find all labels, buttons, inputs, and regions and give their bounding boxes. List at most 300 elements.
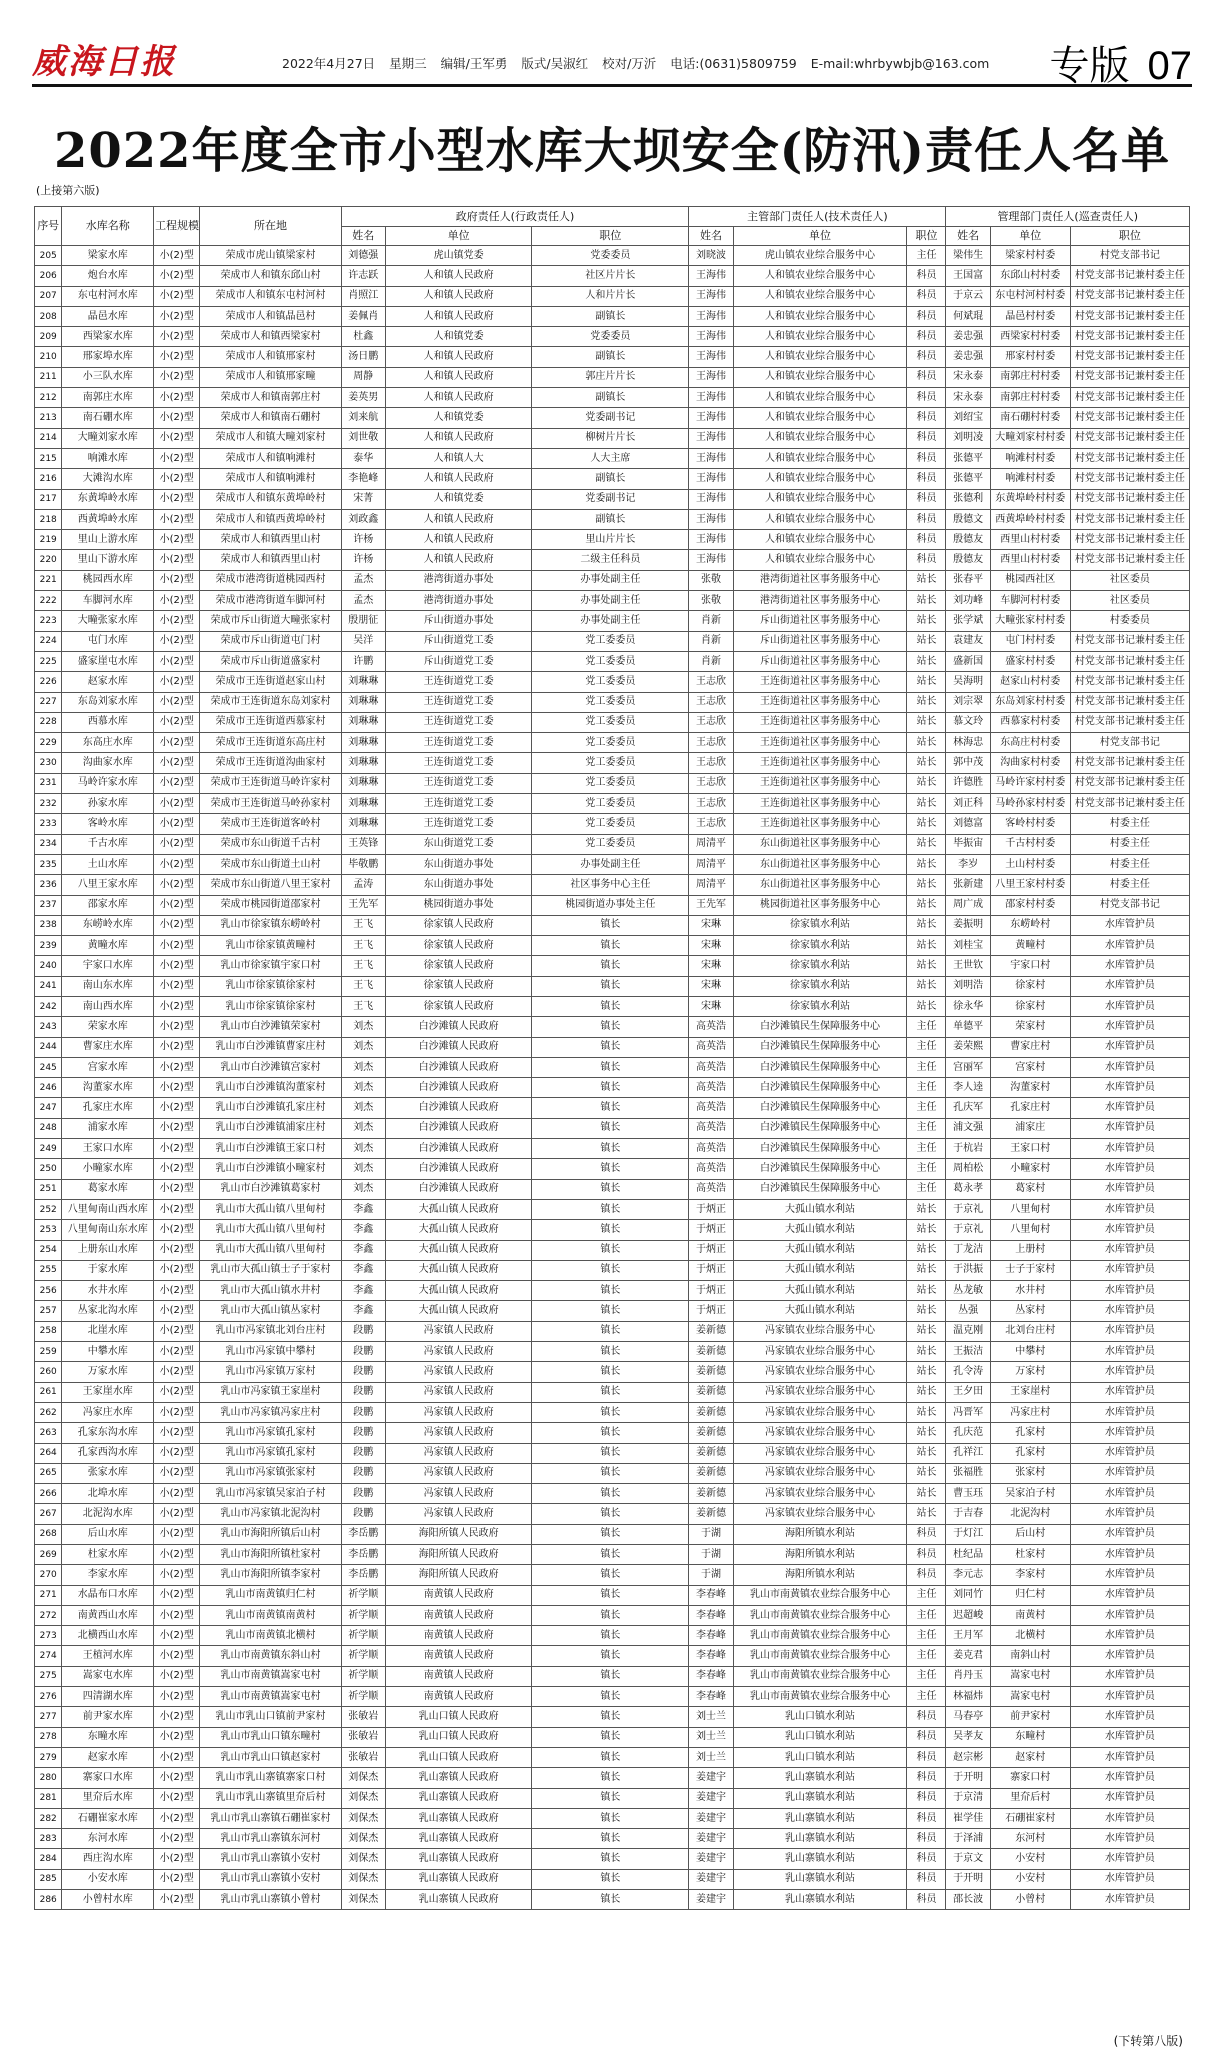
dept-person-cell: 宋琳 (689, 956, 733, 976)
scale-cell: 小(2)型 (154, 712, 200, 732)
gov-unit-cell: 乳山寨镇人民政府 (385, 1808, 531, 1828)
dept-person-cell: 姜新德 (689, 1443, 733, 1463)
mgmt-post-cell: 水库管护员 (1070, 1301, 1189, 1321)
gov-person-cell: 刘琳琳 (341, 712, 385, 732)
dept-unit-cell: 人和镇农业综合服务中心 (733, 428, 907, 448)
mgmt-person-cell: 王月军 (946, 1626, 990, 1646)
mgmt-unit-cell: 南郭庄村村委 (990, 388, 1070, 408)
scale-cell: 小(2)型 (154, 976, 200, 996)
dept-post-cell: 科员 (907, 388, 946, 408)
table-row (35, 1362, 1190, 1382)
seq-cell: 243 (35, 1017, 62, 1037)
mgmt-post-cell: 村党支部书记兼村委主任 (1070, 794, 1189, 814)
reservoir-name-cell: 宫家水库 (62, 1057, 154, 1077)
mgmt-post-cell: 村党支部书记 (1070, 246, 1189, 266)
location-cell: 乳山市乳山寨镇石硼崔家村 (200, 1808, 341, 1828)
mgmt-person-cell: 肖丹玉 (946, 1666, 990, 1686)
dept-post-cell: 科员 (907, 1829, 946, 1849)
mgmt-unit-cell: 屯门村村委 (990, 631, 1070, 651)
table-row (35, 956, 1190, 976)
gov-unit-cell: 白沙滩镇人民政府 (385, 1037, 531, 1057)
reservoir-name-cell: 东屯村河水库 (62, 286, 154, 306)
gov-person-cell: 李鑫 (341, 1220, 385, 1240)
gov-post-cell: 党委副书记 (532, 489, 689, 509)
mgmt-person-cell: 葛永孝 (946, 1179, 990, 1199)
dept-person-cell: 李春峰 (689, 1605, 733, 1625)
location-cell: 荣成市人和镇东邱山村 (200, 266, 341, 286)
table-row (35, 509, 1190, 529)
gov-post-cell: 郭庄片片长 (532, 367, 689, 387)
dept-person-cell: 李春峰 (689, 1666, 733, 1686)
mgmt-post-cell: 水库管护员 (1070, 1849, 1189, 1869)
dept-person-cell: 宋琳 (689, 996, 733, 1016)
seq-cell: 286 (35, 1890, 62, 1910)
dept-person-cell: 王志欣 (689, 672, 733, 692)
mgmt-post-cell: 水库管护员 (1070, 1118, 1189, 1138)
dept-person-cell: 姜建宇 (689, 1829, 733, 1849)
table-row (35, 1687, 1190, 1707)
scale-cell: 小(2)型 (154, 1788, 200, 1808)
scale-cell: 小(2)型 (154, 347, 200, 367)
location-cell: 乳山市冯家镇吴家泊子村 (200, 1484, 341, 1504)
location-cell: 荣成市人和镇邢家村 (200, 347, 341, 367)
reservoir-name-cell: 桃园西水库 (62, 570, 154, 590)
gov-unit-cell: 冯家镇人民政府 (385, 1484, 531, 1504)
dept-unit-cell: 王连街道社区事务服务中心 (733, 814, 907, 834)
reservoir-name-cell: 后山水库 (62, 1524, 154, 1544)
gov-unit-cell: 南黄镇人民政府 (385, 1605, 531, 1625)
gov-post-cell: 镇长 (532, 1321, 689, 1341)
dept-person-cell: 姜建宇 (689, 1788, 733, 1808)
mgmt-post-cell: 村党支部书记兼村委主任 (1070, 306, 1189, 326)
gov-unit-cell: 大孤山镇人民政府 (385, 1240, 531, 1260)
location-cell: 乳山市徐家镇黄疃村 (200, 936, 341, 956)
scale-cell: 小(2)型 (154, 1017, 200, 1037)
phone-info: 电话:(0631)5809759 (670, 56, 797, 71)
gov-post-cell: 镇长 (532, 1179, 689, 1199)
mgmt-post-cell: 村党支部书记 (1070, 895, 1189, 915)
mgmt-post-cell: 水库管护员 (1070, 1199, 1189, 1219)
dept-unit-cell: 冯家镇农业综合服务中心 (733, 1342, 907, 1362)
scale-cell: 小(2)型 (154, 1382, 200, 1402)
gov-person-cell: 刘政鑫 (341, 509, 385, 529)
gov-person-cell: 李鑫 (341, 1281, 385, 1301)
gov-post-cell: 镇长 (532, 996, 689, 1016)
reservoir-name-cell: 北泥沟水库 (62, 1504, 154, 1524)
scale-cell: 小(2)型 (154, 651, 200, 671)
gov-person-cell: 刘杰 (341, 1078, 385, 1098)
gov-unit-cell: 人和镇人民政府 (385, 266, 531, 286)
dept-unit-cell: 海阳所镇水利站 (733, 1524, 907, 1544)
location-cell: 荣成市人和镇响滩村 (200, 448, 341, 468)
location-cell: 荣成市人和镇西黄埠岭村 (200, 509, 341, 529)
gov-unit-cell: 王连街道党工委 (385, 733, 531, 753)
dept-unit-cell: 冯家镇农业综合服务中心 (733, 1443, 907, 1463)
reservoir-name-cell: 东岛刘家水库 (62, 692, 154, 712)
seq-cell: 248 (35, 1118, 62, 1138)
scale-cell: 小(2)型 (154, 794, 200, 814)
dept-person-cell: 姜新德 (689, 1463, 733, 1483)
dept-unit-cell: 白沙滩镇民生保障服务中心 (733, 1037, 907, 1057)
dept-unit-cell: 大孤山镇水利站 (733, 1220, 907, 1240)
mgmt-unit-cell: 八里甸村 (990, 1220, 1070, 1240)
table-row (35, 367, 1190, 387)
mgmt-unit-cell: 响滩村村委 (990, 469, 1070, 489)
gov-unit-cell: 白沙滩镇人民政府 (385, 1078, 531, 1098)
reservoir-name-cell: 马岭许家水库 (62, 773, 154, 793)
mgmt-unit-cell: 南郭庄村村委 (990, 367, 1070, 387)
mgmt-person-cell: 马春亭 (946, 1707, 990, 1727)
dept-unit-cell: 人和镇农业综合服务中心 (733, 489, 907, 509)
dept-person-cell: 姜建宇 (689, 1849, 733, 1869)
reservoir-name-cell: 南黄西山水库 (62, 1605, 154, 1625)
mgmt-unit-cell: 东河村 (990, 1829, 1070, 1849)
dept-unit-cell: 大孤山镇水利站 (733, 1301, 907, 1321)
gov-person-cell: 刘保杰 (341, 1869, 385, 1889)
dept-person-cell: 周清平 (689, 875, 733, 895)
dept-person-cell: 刘晓波 (689, 246, 733, 266)
mgmt-person-cell: 丁龙洁 (946, 1240, 990, 1260)
seq-cell: 225 (35, 651, 62, 671)
reservoir-name-cell: 千古水库 (62, 834, 154, 854)
gov-unit-cell: 乳山寨镇人民政府 (385, 1788, 531, 1808)
gov-post-cell: 镇长 (532, 1220, 689, 1240)
mgmt-person-cell: 于吉春 (946, 1504, 990, 1524)
reservoir-name-cell: 东高庄水库 (62, 733, 154, 753)
gov-unit-cell: 白沙滩镇人民政府 (385, 1057, 531, 1077)
gov-post-cell: 镇长 (532, 915, 689, 935)
mgmt-unit-cell: 邢家村村委 (990, 347, 1070, 367)
mgmt-person-cell: 林海忠 (946, 733, 990, 753)
table-header (35, 207, 1190, 246)
gov-unit-cell: 东山街道党工委 (385, 834, 531, 854)
gov-post-cell: 镇长 (532, 1626, 689, 1646)
table-row (35, 1727, 1190, 1747)
scale-cell: 小(2)型 (154, 1423, 200, 1443)
gov-post-cell: 镇长 (532, 1646, 689, 1666)
reservoir-name-cell: 里夼后水库 (62, 1788, 154, 1808)
dept-person-cell: 高英浩 (689, 1017, 733, 1037)
seq-cell: 284 (35, 1849, 62, 1869)
masthead-rule (32, 84, 1192, 87)
mgmt-person-cell: 于京文 (946, 1849, 990, 1869)
col-group-department: 主管部门责任人(技术责任人) (689, 207, 946, 227)
gov-person-cell: 祈学顺 (341, 1585, 385, 1605)
gov-unit-cell: 乳山寨镇人民政府 (385, 1849, 531, 1869)
dept-person-cell: 宋琳 (689, 976, 733, 996)
gov-post-cell: 镇长 (532, 1829, 689, 1849)
mgmt-person-cell: 刘桂宝 (946, 936, 990, 956)
gov-post-cell: 镇长 (532, 1484, 689, 1504)
dept-unit-cell: 乳山口镇水利站 (733, 1727, 907, 1747)
mgmt-person-cell: 于京云 (946, 286, 990, 306)
location-cell: 乳山市冯家镇北泥沟村 (200, 1504, 341, 1524)
gov-unit-cell: 冯家镇人民政府 (385, 1362, 531, 1382)
table-row (35, 1808, 1190, 1828)
dept-unit-cell: 冯家镇农业综合服务中心 (733, 1423, 907, 1443)
dept-unit-cell: 乳山寨镇水利站 (733, 1788, 907, 1808)
mgmt-unit-cell: 车脚河村村委 (990, 591, 1070, 611)
scale-cell: 小(2)型 (154, 1890, 200, 1910)
mgmt-unit-cell: 东疃村 (990, 1727, 1070, 1747)
mgmt-person-cell: 赵宗彬 (946, 1747, 990, 1767)
seq-cell: 239 (35, 936, 62, 956)
scale-cell: 小(2)型 (154, 469, 200, 489)
gov-post-cell: 党工委委员 (532, 773, 689, 793)
reservoir-name-cell: 沟董家水库 (62, 1078, 154, 1098)
gov-person-cell: 刘保杰 (341, 1890, 385, 1910)
seq-cell: 264 (35, 1443, 62, 1463)
mgmt-person-cell: 何斌琨 (946, 306, 990, 326)
mgmt-post-cell: 水库管护员 (1070, 1179, 1189, 1199)
gov-person-cell: 肖照江 (341, 286, 385, 306)
dept-unit-cell: 人和镇农业综合服务中心 (733, 327, 907, 347)
gov-unit-cell: 东山街道办事处 (385, 854, 531, 874)
dept-person-cell: 王海伟 (689, 266, 733, 286)
mgmt-person-cell: 刘正科 (946, 794, 990, 814)
scale-cell: 小(2)型 (154, 1098, 200, 1118)
dept-unit-cell: 冯家镇农业综合服务中心 (733, 1382, 907, 1402)
table-row (35, 1890, 1190, 1910)
scale-cell: 小(2)型 (154, 1321, 200, 1341)
scale-cell: 小(2)型 (154, 428, 200, 448)
reservoir-name-cell: 炮台水库 (62, 266, 154, 286)
scale-cell: 小(2)型 (154, 1768, 200, 1788)
dept-unit-cell: 乳山寨镇水利站 (733, 1768, 907, 1788)
scale-cell: 小(2)型 (154, 1443, 200, 1463)
seq-cell: 257 (35, 1301, 62, 1321)
dept-person-cell: 王海伟 (689, 388, 733, 408)
mgmt-person-cell: 慕文玲 (946, 712, 990, 732)
dept-unit-cell: 乳山口镇水利站 (733, 1747, 907, 1767)
newspaper-logo: 威海日报 (32, 42, 176, 82)
scale-cell: 小(2)型 (154, 408, 200, 428)
mgmt-person-cell: 于京礼 (946, 1199, 990, 1219)
gov-post-cell: 二级主任科员 (532, 550, 689, 570)
seq-cell: 285 (35, 1869, 62, 1889)
dept-person-cell: 王志欣 (689, 794, 733, 814)
mgmt-unit-cell: 归仁村 (990, 1585, 1070, 1605)
location-cell: 荣成市人和镇邢家疃 (200, 367, 341, 387)
dept-post-cell: 科员 (907, 1565, 946, 1585)
mgmt-post-cell: 村党支部书记兼村委主任 (1070, 672, 1189, 692)
location-cell: 乳山市白沙滩镇葛家村 (200, 1179, 341, 1199)
gov-person-cell: 李鑫 (341, 1240, 385, 1260)
mgmt-post-cell: 村党支部书记兼村委主任 (1070, 448, 1189, 468)
reservoir-name-cell: 西庄沟水库 (62, 1849, 154, 1869)
scale-cell: 小(2)型 (154, 1646, 200, 1666)
col-gov-post: 职位 (532, 227, 689, 246)
mgmt-unit-cell: 后山村 (990, 1524, 1070, 1544)
seq-cell: 206 (35, 266, 62, 286)
gov-post-cell: 镇长 (532, 1057, 689, 1077)
gov-post-cell: 镇长 (532, 1402, 689, 1422)
dept-post-cell: 站长 (907, 1504, 946, 1524)
gov-person-cell: 许志跃 (341, 266, 385, 286)
mgmt-person-cell: 王世钦 (946, 956, 990, 976)
reservoir-name-cell: 大疃刘家水库 (62, 428, 154, 448)
dept-person-cell: 张敬 (689, 570, 733, 590)
mgmt-person-cell: 刘同竹 (946, 1585, 990, 1605)
gov-post-cell: 镇长 (532, 936, 689, 956)
mgmt-person-cell: 林福炜 (946, 1687, 990, 1707)
gov-post-cell: 镇长 (532, 1585, 689, 1605)
gov-post-cell: 党工委委员 (532, 753, 689, 773)
reservoir-name-cell: 孔家庄水库 (62, 1098, 154, 1118)
gov-post-cell: 镇长 (532, 1545, 689, 1565)
dept-post-cell: 科员 (907, 1768, 946, 1788)
dept-unit-cell: 人和镇农业综合服务中心 (733, 469, 907, 489)
mgmt-post-cell: 水库管护员 (1070, 1342, 1189, 1362)
dept-unit-cell: 乳山市南黄镇农业综合服务中心 (733, 1687, 907, 1707)
mgmt-unit-cell: 杜家村 (990, 1545, 1070, 1565)
table-row (35, 1098, 1190, 1118)
table-row (35, 1545, 1190, 1565)
dept-person-cell: 宋琳 (689, 915, 733, 935)
mgmt-unit-cell: 小疃家村 (990, 1159, 1070, 1179)
reservoir-name-cell: 李家水库 (62, 1565, 154, 1585)
mgmt-unit-cell: 千古村村委 (990, 834, 1070, 854)
dept-person-cell: 姜新德 (689, 1423, 733, 1443)
gov-person-cell: 李岳鹏 (341, 1524, 385, 1544)
mgmt-post-cell: 村委主任 (1070, 875, 1189, 895)
mgmt-post-cell: 水库管护员 (1070, 996, 1189, 1016)
mgmt-unit-cell: 桃园西社区 (990, 570, 1070, 590)
gov-person-cell: 刘杰 (341, 1179, 385, 1199)
seq-cell: 223 (35, 611, 62, 631)
table-row (35, 1605, 1190, 1625)
scale-cell: 小(2)型 (154, 246, 200, 266)
seq-cell: 255 (35, 1260, 62, 1280)
seq-cell: 217 (35, 489, 62, 509)
dept-post-cell: 站长 (907, 895, 946, 915)
location-cell: 荣成市王连街道马岭许家村 (200, 773, 341, 793)
gov-unit-cell: 乳山口镇人民政府 (385, 1747, 531, 1767)
mgmt-unit-cell: 西慕家村村委 (990, 712, 1070, 732)
scale-cell: 小(2)型 (154, 1585, 200, 1605)
scale-cell: 小(2)型 (154, 1057, 200, 1077)
gov-person-cell: 段鹏 (341, 1342, 385, 1362)
dept-unit-cell: 冯家镇农业综合服务中心 (733, 1362, 907, 1382)
dept-unit-cell: 人和镇农业综合服务中心 (733, 286, 907, 306)
gov-unit-cell: 白沙滩镇人民政府 (385, 1017, 531, 1037)
issue-info (282, 54, 999, 72)
table-row (35, 1159, 1190, 1179)
mgmt-post-cell: 水库管护员 (1070, 956, 1189, 976)
gov-unit-cell: 南黄镇人民政府 (385, 1646, 531, 1666)
dept-person-cell: 于炳正 (689, 1199, 733, 1219)
dept-post-cell: 科员 (907, 509, 946, 529)
mgmt-post-cell: 村党支部书记兼村委主任 (1070, 489, 1189, 509)
scale-cell: 小(2)型 (154, 1118, 200, 1138)
dept-person-cell: 李春峰 (689, 1626, 733, 1646)
table-row (35, 976, 1190, 996)
gov-person-cell: 李岳鹏 (341, 1565, 385, 1585)
gov-person-cell: 刘保杰 (341, 1849, 385, 1869)
dept-post-cell: 站长 (907, 1301, 946, 1321)
mgmt-person-cell: 孔令涛 (946, 1362, 990, 1382)
mgmt-unit-cell: 大疃刘家村村委 (990, 428, 1070, 448)
mgmt-unit-cell: 中攀村 (990, 1342, 1070, 1362)
scale-cell: 小(2)型 (154, 915, 200, 935)
dept-person-cell: 张敬 (689, 591, 733, 611)
gov-post-cell: 党工委委员 (532, 672, 689, 692)
gov-unit-cell: 斥山街道党工委 (385, 631, 531, 651)
reservoir-name-cell: 前尹家水库 (62, 1707, 154, 1727)
gov-person-cell: 段鹏 (341, 1362, 385, 1382)
location-cell: 乳山市南黄镇嵩家屯村 (200, 1666, 341, 1686)
mgmt-person-cell: 张新建 (946, 875, 990, 895)
mgmt-person-cell: 丛龙敏 (946, 1281, 990, 1301)
gov-unit-cell: 乳山口镇人民政府 (385, 1707, 531, 1727)
seq-cell: 254 (35, 1240, 62, 1260)
seq-cell: 273 (35, 1626, 62, 1646)
mgmt-unit-cell: 孔家村 (990, 1443, 1070, 1463)
gov-person-cell: 刘杰 (341, 1159, 385, 1179)
location-cell: 乳山市南黄镇南黄村 (200, 1605, 341, 1625)
dept-post-cell: 站长 (907, 1443, 946, 1463)
mgmt-person-cell: 于杭岩 (946, 1139, 990, 1159)
mgmt-unit-cell: 东黄埠岭村村委 (990, 489, 1070, 509)
gov-person-cell: 段鹏 (341, 1402, 385, 1422)
col-mgmt-person: 姓名 (946, 227, 990, 246)
mgmt-person-cell: 张德平 (946, 448, 990, 468)
mgmt-person-cell: 郭中茂 (946, 753, 990, 773)
dept-person-cell: 周清平 (689, 834, 733, 854)
mgmt-post-cell: 村党支部书记兼村委主任 (1070, 631, 1189, 651)
dept-post-cell: 站长 (907, 1463, 946, 1483)
mgmt-unit-cell: 士子于家村 (990, 1260, 1070, 1280)
mgmt-post-cell: 水库管护员 (1070, 1463, 1189, 1483)
gov-unit-cell: 王连街道党工委 (385, 672, 531, 692)
scale-cell: 小(2)型 (154, 1301, 200, 1321)
mgmt-unit-cell: 小曾村 (990, 1890, 1070, 1910)
reservoir-name-cell: 宇家口水库 (62, 956, 154, 976)
seq-cell: 251 (35, 1179, 62, 1199)
gov-post-cell: 镇长 (532, 1788, 689, 1808)
mgmt-unit-cell: 浦家庄 (990, 1118, 1070, 1138)
reservoir-name-cell: 嵩家屯水库 (62, 1666, 154, 1686)
mgmt-post-cell: 水库管护员 (1070, 1829, 1189, 1849)
gov-unit-cell: 冯家镇人民政府 (385, 1402, 531, 1422)
dept-unit-cell: 虎山镇农业综合服务中心 (733, 246, 907, 266)
seq-cell: 258 (35, 1321, 62, 1341)
page-number: 07 (1147, 44, 1192, 88)
dept-person-cell: 宋琳 (689, 936, 733, 956)
location-cell: 乳山市南黄镇嵩家屯村 (200, 1687, 341, 1707)
dept-unit-cell: 乳山寨镇水利站 (733, 1890, 907, 1910)
dept-unit-cell: 人和镇农业综合服务中心 (733, 408, 907, 428)
scale-cell: 小(2)型 (154, 1849, 200, 1869)
mgmt-post-cell: 水库管护员 (1070, 1057, 1189, 1077)
mgmt-person-cell: 崔学佳 (946, 1808, 990, 1828)
table-row (35, 1220, 1190, 1240)
gov-person-cell: 段鹏 (341, 1321, 385, 1341)
mgmt-unit-cell: 晶邑村村委 (990, 306, 1070, 326)
table-row (35, 550, 1190, 570)
dept-post-cell: 站长 (907, 1220, 946, 1240)
gov-post-cell: 镇长 (532, 956, 689, 976)
location-cell: 荣成市虎山镇梁家村 (200, 246, 341, 266)
mgmt-post-cell: 水库管护员 (1070, 1768, 1189, 1788)
mgmt-post-cell: 水库管护员 (1070, 1098, 1189, 1118)
seq-cell: 281 (35, 1788, 62, 1808)
scale-cell: 小(2)型 (154, 327, 200, 347)
seq-cell: 234 (35, 834, 62, 854)
mgmt-unit-cell: 西里山村村委 (990, 550, 1070, 570)
reservoir-name-cell: 盛家崖屯水库 (62, 651, 154, 671)
reservoir-name-cell: 客岭水库 (62, 814, 154, 834)
